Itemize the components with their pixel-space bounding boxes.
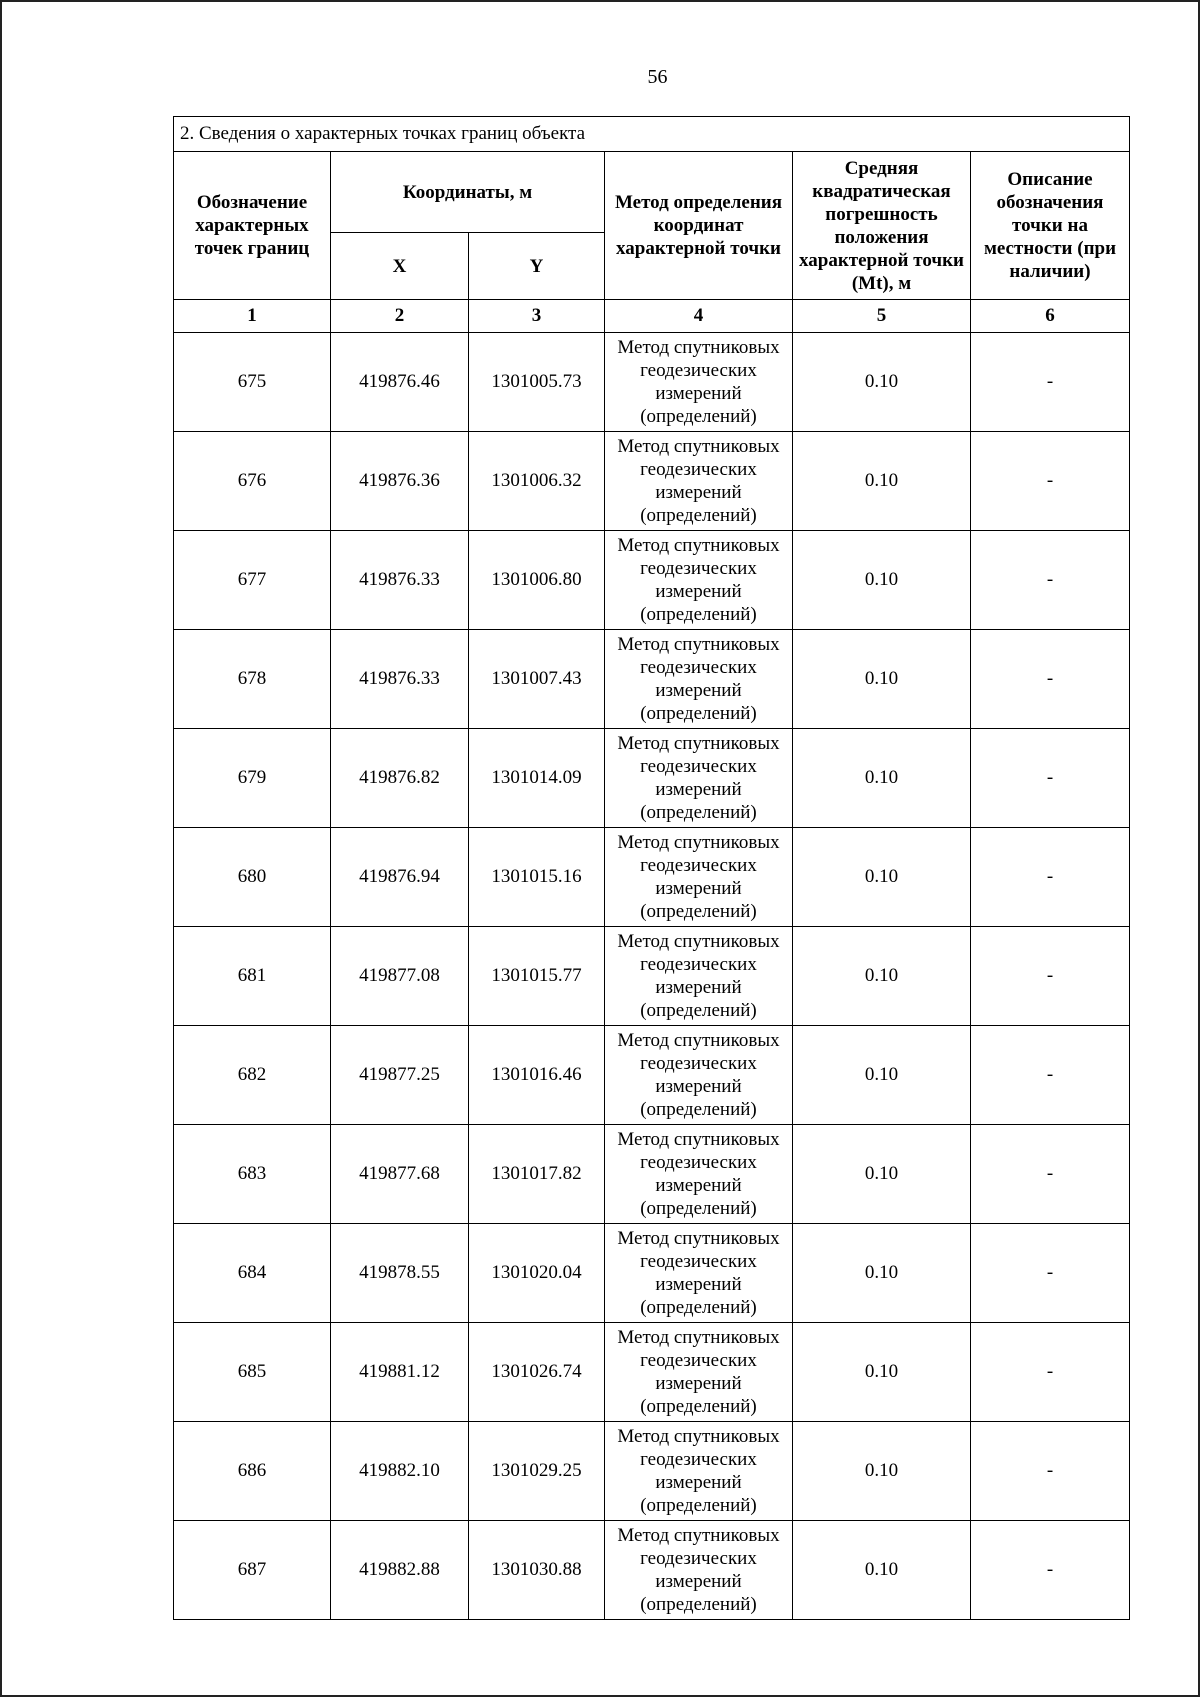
description-cell: -	[971, 1521, 1130, 1620]
table-body	[174, 333, 1130, 1620]
column-number: 5	[793, 300, 971, 333]
y-coordinate-cell: 1301006.32	[469, 432, 605, 531]
point-cell: 679	[174, 729, 331, 828]
description-cell: -	[971, 927, 1130, 1026]
x-coordinate-cell: 419876.33	[331, 630, 469, 729]
x-coordinate-cell: 419882.10	[331, 1422, 469, 1521]
header-method: Метод определения координат характерной точки	[605, 152, 793, 300]
error-cell: 0.10	[793, 432, 971, 531]
column-number: 4	[605, 300, 793, 333]
error-cell: 0.10	[793, 927, 971, 1026]
error-cell: 0.10	[793, 1323, 971, 1422]
method-cell: Метод спутниковых геодезических измерений (определений)	[605, 1422, 793, 1521]
y-coordinate-cell: 1301014.09	[469, 729, 605, 828]
error-cell: 0.10	[793, 1125, 971, 1224]
y-coordinate-cell: 1301006.80	[469, 531, 605, 630]
x-coordinate-cell: 419881.12	[331, 1323, 469, 1422]
y-coordinate-cell: 1301026.74	[469, 1323, 605, 1422]
method-cell: Метод спутниковых геодезических измерений (определений)	[605, 630, 793, 729]
table-row	[174, 1224, 1130, 1323]
method-cell: Метод спутниковых геодезических измерений (определений)	[605, 828, 793, 927]
table-row	[174, 927, 1130, 1026]
table-row	[174, 531, 1130, 630]
error-cell: 0.10	[793, 1224, 971, 1323]
header-x: X	[331, 233, 469, 300]
header-designation: Обозначение характерных точек границ	[174, 152, 331, 300]
point-cell: 680	[174, 828, 331, 927]
x-coordinate-cell: 419876.94	[331, 828, 469, 927]
y-coordinate-cell: 1301015.16	[469, 828, 605, 927]
error-cell: 0.10	[793, 1422, 971, 1521]
description-cell: -	[971, 1125, 1130, 1224]
description-cell: -	[971, 630, 1130, 729]
method-cell: Метод спутниковых геодезических измерений (определений)	[605, 1323, 793, 1422]
method-cell: Метод спутниковых геодезических измерений (определений)	[605, 729, 793, 828]
method-cell: Метод спутниковых геодезических измерений (определений)	[605, 1125, 793, 1224]
point-cell: 675	[174, 333, 331, 432]
column-number: 1	[174, 300, 331, 333]
description-cell: -	[971, 828, 1130, 927]
description-cell: -	[971, 729, 1130, 828]
table-row	[174, 333, 1130, 432]
y-coordinate-cell: 1301017.82	[469, 1125, 605, 1224]
method-cell: Метод спутниковых геодезических измерений (определений)	[605, 531, 793, 630]
error-cell: 0.10	[793, 531, 971, 630]
point-cell: 676	[174, 432, 331, 531]
error-cell: 0.10	[793, 630, 971, 729]
table-title: 2. Сведения о характерных точках границ объекта	[174, 117, 1130, 152]
table-row	[174, 828, 1130, 927]
table-row	[174, 1026, 1130, 1125]
header-description: Описание обозначения точки на местности (при наличии)	[971, 152, 1130, 300]
column-number: 2	[331, 300, 469, 333]
x-coordinate-cell: 419876.33	[331, 531, 469, 630]
header-error: Средняя квадратическая погрешность положения характерной точки (Mt), м	[793, 152, 971, 300]
x-coordinate-cell: 419877.68	[331, 1125, 469, 1224]
header-coordinates: Координаты, м	[331, 152, 605, 233]
description-cell: -	[971, 432, 1130, 531]
x-coordinate-cell: 419876.36	[331, 432, 469, 531]
description-cell: -	[971, 333, 1130, 432]
error-cell: 0.10	[793, 1026, 971, 1125]
point-cell: 681	[174, 927, 331, 1026]
table-row	[174, 1323, 1130, 1422]
method-cell: Метод спутниковых геодезических измерений (определений)	[605, 927, 793, 1026]
header-y: Y	[469, 233, 605, 300]
y-coordinate-cell: 1301030.88	[469, 1521, 605, 1620]
table-row	[174, 729, 1130, 828]
table-row	[174, 1125, 1130, 1224]
y-coordinate-cell: 1301005.73	[469, 333, 605, 432]
error-cell: 0.10	[793, 828, 971, 927]
y-coordinate-cell: 1301015.77	[469, 927, 605, 1026]
column-number: 3	[469, 300, 605, 333]
page-number: 56	[647, 66, 668, 88]
description-cell: -	[971, 531, 1130, 630]
x-coordinate-cell: 419878.55	[331, 1224, 469, 1323]
column-number: 6	[971, 300, 1130, 333]
description-cell: -	[971, 1422, 1130, 1521]
method-cell: Метод спутниковых геодезических измерений (определений)	[605, 1521, 793, 1620]
error-cell: 0.10	[793, 729, 971, 828]
description-cell: -	[971, 1323, 1130, 1422]
y-coordinate-cell: 1301016.46	[469, 1026, 605, 1125]
scan-border-left	[0, 0, 2, 1697]
y-coordinate-cell: 1301020.04	[469, 1224, 605, 1323]
table-row	[174, 630, 1130, 729]
error-cell: 0.10	[793, 333, 971, 432]
x-coordinate-cell: 419876.46	[331, 333, 469, 432]
point-cell: 686	[174, 1422, 331, 1521]
x-coordinate-cell: 419877.08	[331, 927, 469, 1026]
method-cell: Метод спутниковых геодезических измерений (определений)	[605, 1026, 793, 1125]
point-cell: 684	[174, 1224, 331, 1323]
boundary-points-table	[173, 116, 1130, 1620]
table-row	[174, 1521, 1130, 1620]
description-cell: -	[971, 1224, 1130, 1323]
x-coordinate-cell: 419877.25	[331, 1026, 469, 1125]
error-cell: 0.10	[793, 1521, 971, 1620]
point-cell: 685	[174, 1323, 331, 1422]
description-cell: -	[971, 1026, 1130, 1125]
method-cell: Метод спутниковых геодезических измерений (определений)	[605, 432, 793, 531]
table-row	[174, 1422, 1130, 1521]
point-cell: 682	[174, 1026, 331, 1125]
y-coordinate-cell: 1301007.43	[469, 630, 605, 729]
method-cell: Метод спутниковых геодезических измерений (определений)	[605, 1224, 793, 1323]
y-coordinate-cell: 1301029.25	[469, 1422, 605, 1521]
point-cell: 678	[174, 630, 331, 729]
table-row	[174, 432, 1130, 531]
x-coordinate-cell: 419882.88	[331, 1521, 469, 1620]
point-cell: 677	[174, 531, 331, 630]
point-cell: 687	[174, 1521, 331, 1620]
point-cell: 683	[174, 1125, 331, 1224]
x-coordinate-cell: 419876.82	[331, 729, 469, 828]
method-cell: Метод спутниковых геодезических измерений (определений)	[605, 333, 793, 432]
scan-border-top	[0, 0, 1200, 2]
